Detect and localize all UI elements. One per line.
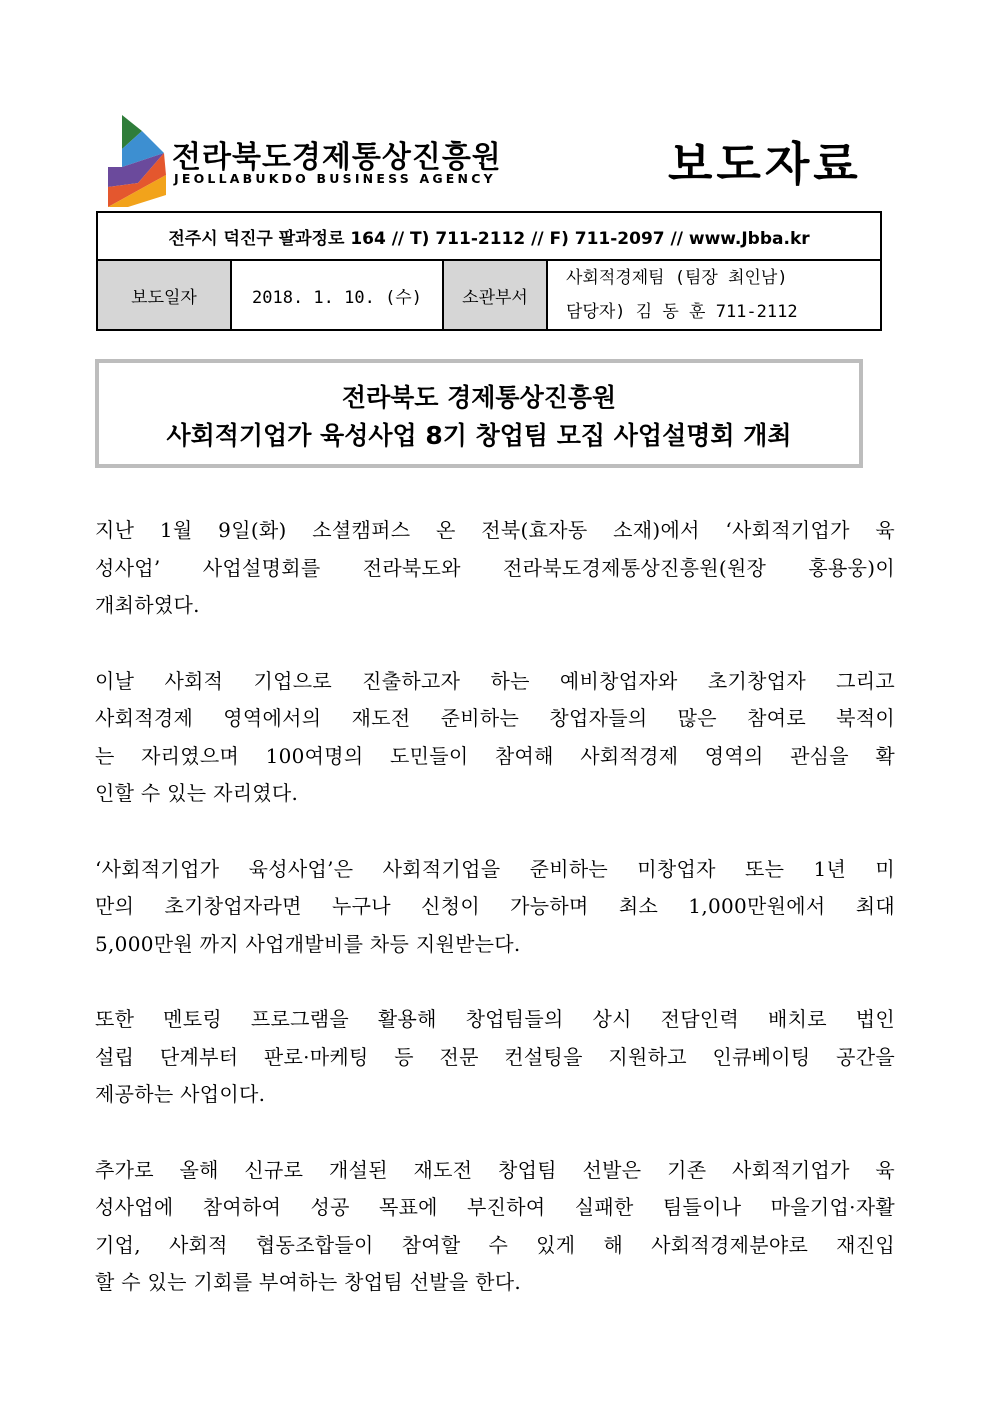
- department-label: 소관부서: [443, 260, 547, 330]
- paragraph-line: 설립 단계부터 판로·마케팅 등 전문 컨설팅을 지원하고 인큐베이팅 공간을: [95, 1044, 895, 1069]
- release-date-label: 보도일자: [97, 260, 231, 330]
- agency-logo-icon: [108, 115, 168, 207]
- article-paragraph: [95, 663, 895, 813]
- paragraph-line: 인할 수 있는 자리였다.: [95, 781, 299, 805]
- org-name-english: JEOLLABUKDO BUSINESS AGENCY: [174, 171, 496, 186]
- paragraph-line: 만의 초기창업자라면 누구나 신청이 가능하며 최소 1,000만원에서 최대: [95, 894, 895, 918]
- headline-line-2: 사회적기업가 육성사업 8기 창업팀 모집 사업설명회 개최: [166, 421, 792, 450]
- article-paragraph: [95, 851, 895, 964]
- header: [0, 0, 992, 210]
- paragraph-line: 이날 사회적 기업으로 진출하고자 하는 예비창업자와 초기창업자 그리고: [95, 668, 895, 693]
- paragraph-line: 개최하였다.: [95, 593, 200, 617]
- paragraph-line: 성사업에 참여하여 성공 목표에 부진하여 실패한 팀들이나 마을기업·자활: [95, 1195, 895, 1219]
- paragraph-line: 성사업’ 사업설명회를 전라북도와 전라북도경제통상진흥원(원장 홍용웅)이: [95, 555, 895, 580]
- article-body: [95, 512, 895, 1340]
- org-name-korean: 전라북도경제통상진흥원: [172, 140, 502, 175]
- paragraph-line: 는 자리였으며 100여명의 도민들이 참여해 사회적경제 영역의 관심을 확: [95, 743, 895, 768]
- paragraph-line: 지난 1월 9일(화) 소셜캠퍼스 온 전북(효자동 소재)에서 ‘사회적기업가 육: [95, 518, 895, 542]
- press-info-table: [96, 211, 882, 331]
- department-team: 사회적경제팀 (팀장 최인남): [566, 268, 788, 288]
- article-paragraph: [95, 1001, 895, 1114]
- paragraph-line: 제공하는 사업이다.: [95, 1082, 266, 1106]
- paragraph-line: ‘사회적기업가 육성사업’은 사회적기업을 준비하는 미창업자 또는 1년 미: [95, 856, 895, 881]
- paragraph-line: 사회적경제 영역에서의 재도전 준비하는 창업자들의 많은 참여로 북적이: [95, 706, 895, 730]
- article-paragraph: [95, 1152, 895, 1302]
- headline-line-1: 전라북도 경제통상진흥원: [341, 383, 617, 412]
- contact-address-line: 전주시 덕진구 팔과정로 164 // T) 711-2112 // F) 711-2097 // www.Jbba.kr: [97, 212, 881, 260]
- paragraph-line: 추가로 올해 신규로 개설된 재도전 창업팀 선발은 기존 사회적기업가 육: [95, 1157, 895, 1182]
- release-date-value: 2018. 1. 10. (수): [231, 260, 443, 330]
- paragraph-line: 기업, 사회적 협동조합들이 참여할 수 있게 해 사회적경제분야로 재진입: [95, 1232, 895, 1257]
- paragraph-line: 5,000만원 까지 사업개발비를 차등 지원받는다.: [95, 931, 521, 956]
- headline-box: [95, 359, 863, 468]
- department-person: 담당자) 김 동 훈 711-2112: [566, 302, 798, 322]
- paragraph-line: 할 수 있는 기회를 부여하는 창업팀 선발을 한다.: [95, 1270, 522, 1294]
- paragraph-line: 또한 멘토링 프로그램을 활용해 창업팀들의 상시 전담인력 배치로 법인: [95, 1007, 895, 1031]
- article-paragraph: [95, 512, 895, 625]
- document-type-title: 보도자료: [668, 137, 862, 191]
- department-contact: [547, 260, 881, 330]
